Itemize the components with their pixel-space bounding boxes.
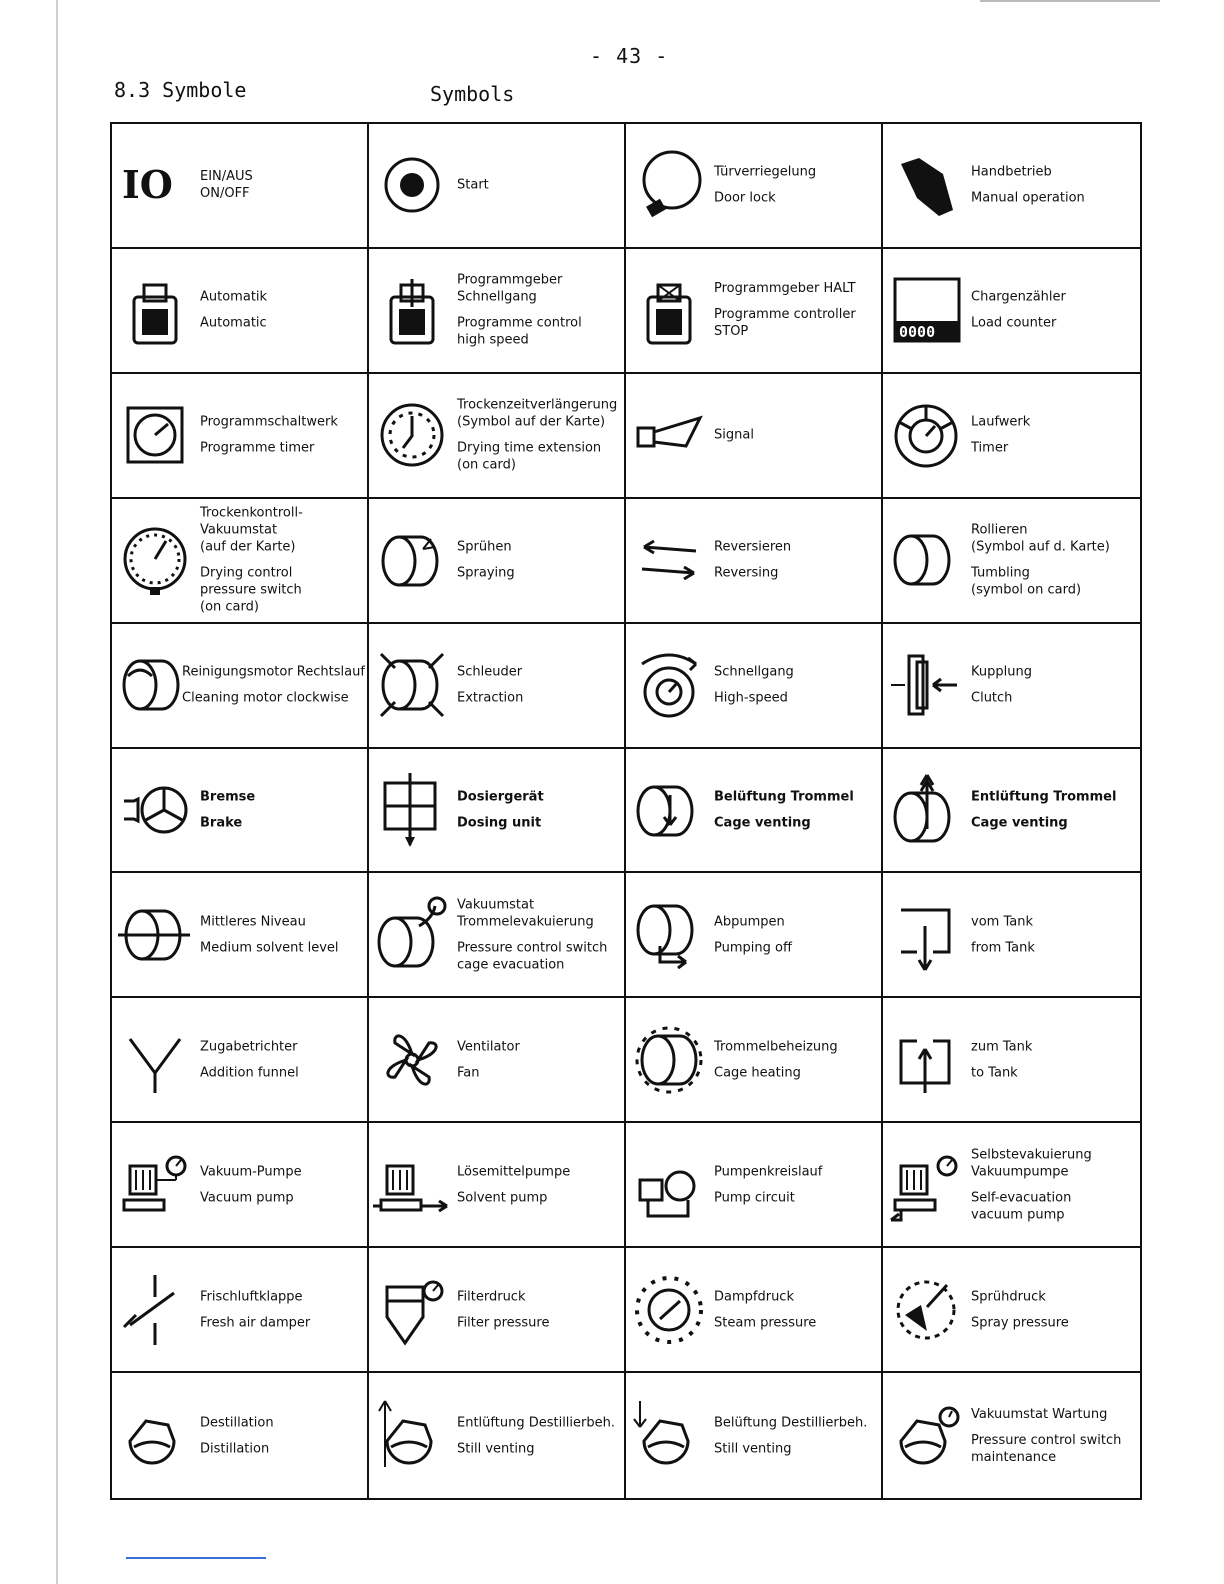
- label-german: Lösemittelpumpe: [457, 1164, 571, 1180]
- symbol-labels: [200, 289, 365, 332]
- label-english: Reversing: [714, 565, 779, 581]
- label-english: Solvent pump: [457, 1190, 548, 1206]
- symbol-labels: [714, 913, 879, 956]
- label-english: Timer: [971, 440, 1009, 456]
- programme-control-high-speed-icon: [373, 271, 451, 349]
- timer-icon: [887, 396, 965, 474]
- symbol-labels: [182, 664, 365, 707]
- label-german: vom Tank: [971, 914, 1033, 930]
- label-english: Pressure control switch maintenance: [971, 1432, 1122, 1465]
- symbol-cell: [626, 1373, 883, 1498]
- pump-circuit-icon: [630, 1146, 708, 1224]
- label-german: Ventilator: [457, 1039, 520, 1055]
- label-english: Fan: [457, 1065, 480, 1081]
- label-english: Filter pressure: [457, 1315, 550, 1331]
- symbol-cell: [883, 374, 1140, 499]
- fan-icon: [373, 1021, 451, 1099]
- symbol-labels: [714, 788, 879, 831]
- label-english: Programme controller STOP: [714, 307, 856, 340]
- symbol-labels: [200, 1163, 365, 1206]
- label-german: Selbstevakuierung Vakuumpumpe: [971, 1147, 1092, 1180]
- label-english: Pumping off: [714, 940, 792, 956]
- medium-solvent-level-icon: [116, 896, 194, 974]
- pressure-switch-maintenance-icon: [887, 1397, 965, 1475]
- label-german: Programmgeber HALT: [714, 281, 856, 297]
- label-german: Vakuumstat Wartung: [971, 1406, 1108, 1422]
- symbol-cell: [369, 624, 626, 749]
- label-english: Steam pressure: [714, 1315, 817, 1331]
- symbol-cell: [626, 873, 883, 998]
- label-german: EIN/AUS ON/OFF: [200, 169, 253, 202]
- label-german: Start: [457, 177, 489, 193]
- label-english: Cage venting: [714, 815, 811, 831]
- label-german: Handbetrieb: [971, 164, 1052, 180]
- symbol-cell: [369, 1373, 626, 1498]
- symbol-labels: [457, 664, 622, 707]
- cage-venting-out-icon: [887, 771, 965, 849]
- label-german: Belüftung Trommel: [714, 789, 854, 805]
- symbol-cell: [883, 624, 1140, 749]
- tumbling-drum-icon: [887, 521, 965, 599]
- symbol-cell: [883, 1248, 1140, 1373]
- label-english: Vacuum pump: [200, 1190, 294, 1206]
- label-english: Fresh air damper: [200, 1315, 311, 1331]
- symbol-labels: [457, 1414, 622, 1457]
- label-english: Spraying: [457, 565, 515, 581]
- spraying-icon: [373, 521, 451, 599]
- label-german: Vakuum-Pumpe: [200, 1164, 302, 1180]
- symbol-cell: [626, 998, 883, 1123]
- symbol-cell: [369, 1123, 626, 1248]
- signal-horn-icon: [630, 396, 708, 474]
- label-german: Entlüftung Destillierbeh.: [457, 1415, 615, 1431]
- symbol-cell: [626, 624, 883, 749]
- scan-edge-line: [56, 0, 58, 1584]
- label-german: Trockenkontroll- Vakuumstat (auf der Karte): [200, 505, 303, 555]
- cage-venting-in-icon: [630, 771, 708, 849]
- symbol-labels: [714, 1163, 879, 1206]
- symbol-labels: [457, 1038, 622, 1081]
- symbol-labels: [457, 272, 622, 349]
- symbol-labels: [971, 522, 1138, 599]
- label-german: Schnellgang: [714, 664, 794, 680]
- link-underline[interactable]: [126, 1557, 266, 1559]
- label-german: Abpumpen: [714, 914, 785, 930]
- label-english: Door lock: [714, 190, 776, 206]
- symbol-cell: [883, 1123, 1140, 1248]
- symbol-cell: [883, 499, 1140, 624]
- symbol-cell: [883, 749, 1140, 874]
- distillation-icon: [116, 1397, 194, 1475]
- pumping-off-icon: [630, 896, 708, 974]
- symbol-cell: [626, 124, 883, 249]
- vacuum-pump-icon: [116, 1146, 194, 1224]
- symbol-labels: [971, 1288, 1138, 1331]
- drying-control-pressure-switch-icon: [116, 521, 194, 599]
- label-english: Clutch: [971, 690, 1013, 706]
- symbol-labels: [714, 664, 879, 707]
- symbol-cell: [112, 374, 369, 499]
- symbol-labels: [200, 1288, 365, 1331]
- label-english: Self-evacuation vacuum pump: [971, 1190, 1072, 1223]
- symbol-cell: [112, 1248, 369, 1373]
- symbol-labels: [971, 788, 1138, 831]
- label-german: Sprühen: [457, 539, 512, 555]
- symbol-cell: [626, 374, 883, 499]
- symbol-labels: [971, 289, 1138, 332]
- label-english: Automatic: [200, 315, 267, 331]
- symbol-labels: [457, 397, 622, 474]
- symbol-cell: [883, 124, 1140, 249]
- symbol-cell: [112, 1123, 369, 1248]
- manual-operation-icon: [887, 146, 965, 224]
- steam-pressure-icon: [630, 1271, 708, 1349]
- symbol-cell: [112, 249, 369, 374]
- symbol-cell: [369, 998, 626, 1123]
- self-evacuation-pump-icon: [887, 1146, 965, 1224]
- symbol-cell: [883, 998, 1140, 1123]
- symbol-cell: [626, 1123, 883, 1248]
- label-english: Load counter: [971, 315, 1057, 331]
- door-lock-icon: [630, 146, 708, 224]
- label-german: Reinigungsmotor Rechtslauf: [182, 664, 365, 680]
- symbol-labels: [200, 168, 365, 202]
- symbol-cell: [112, 749, 369, 874]
- symbol-cell: [369, 1248, 626, 1373]
- label-english: Cage venting: [971, 815, 1068, 831]
- symbol-labels: [714, 1288, 879, 1331]
- counter-digits: 0000: [899, 323, 936, 342]
- scan-top-line: [980, 0, 1160, 2]
- label-german: Dosiergerät: [457, 789, 544, 805]
- programme-timer-icon: [116, 396, 194, 474]
- label-german: Signal: [714, 427, 754, 443]
- symbol-labels: [457, 896, 622, 973]
- label-german: Entlüftung Trommel: [971, 789, 1117, 805]
- label-german: Trockenzeitverlängerung (Symbol auf der Karte): [457, 397, 618, 430]
- page-number: - 43 -: [590, 44, 669, 68]
- reversing-icon: [630, 521, 708, 599]
- svg-text:IO: IO: [122, 162, 173, 208]
- label-german: Filterdruck: [457, 1289, 526, 1305]
- filter-pressure-icon: [373, 1271, 451, 1349]
- label-german: Sprühdruck: [971, 1289, 1046, 1305]
- label-english: Drying control pressure switch (on card): [200, 565, 302, 615]
- high-speed-icon: [630, 646, 708, 724]
- symbol-labels: [457, 177, 622, 194]
- label-english: Pressure control switch cage evacuation: [457, 940, 608, 973]
- label-english: Extraction: [457, 690, 524, 706]
- addition-funnel-icon: [116, 1021, 194, 1099]
- programme-controller-stop-icon: [630, 271, 708, 349]
- label-english: Medium solvent level: [200, 940, 339, 956]
- fresh-air-damper-icon: [116, 1271, 194, 1349]
- label-german: Mittleres Niveau: [200, 914, 306, 930]
- label-german: Bremse: [200, 789, 256, 805]
- label-german: Chargenzähler: [971, 289, 1066, 305]
- symbol-cell: [369, 499, 626, 624]
- symbol-labels: [971, 1406, 1138, 1466]
- label-english: Dosing unit: [457, 815, 542, 831]
- symbol-labels: [714, 1414, 879, 1457]
- dosing-unit-icon: [373, 771, 451, 849]
- to-tank-icon: [887, 1021, 965, 1099]
- symbol-labels: [200, 1414, 365, 1457]
- symbol-labels: [200, 913, 365, 956]
- symbol-cell: [369, 124, 626, 249]
- symbol-cell: [626, 1248, 883, 1373]
- drying-time-extension-icon: [373, 396, 451, 474]
- label-german: Schleuder: [457, 664, 523, 680]
- label-english: Addition funnel: [200, 1065, 299, 1081]
- label-english: Pump circuit: [714, 1190, 795, 1206]
- label-english: Cage heating: [714, 1065, 801, 1081]
- symbol-cell: [369, 249, 626, 374]
- label-german: Frischluftklappe: [200, 1289, 303, 1305]
- label-german: Kupplung: [971, 664, 1032, 680]
- from-tank-icon: [887, 896, 965, 974]
- spray-pressure-icon: [887, 1271, 965, 1349]
- symbol-labels: [971, 164, 1138, 207]
- label-german: Laufwerk: [971, 414, 1031, 430]
- symbol-labels: [714, 164, 879, 207]
- label-german: Pumpenkreislauf: [714, 1164, 823, 1180]
- start-icon: [373, 146, 451, 224]
- label-german: Programmgeber Schnellgang: [457, 272, 563, 305]
- symbol-labels: [714, 539, 879, 582]
- label-english: Programme timer: [200, 440, 315, 456]
- symbol-cell: [112, 499, 369, 624]
- label-german: Türverriegelung: [714, 164, 817, 180]
- label-german: Trommelbeheizung: [714, 1039, 838, 1055]
- symbol-labels: [714, 1038, 879, 1081]
- symbol-cell: [369, 873, 626, 998]
- symbol-cell: [883, 1373, 1140, 1498]
- symbol-labels: [971, 913, 1138, 956]
- section-heading-english: Symbols: [430, 82, 515, 106]
- extraction-icon: [373, 646, 451, 724]
- label-german: Programmschaltwerk: [200, 414, 338, 430]
- on-off-icon: [116, 146, 194, 224]
- label-english: Manual operation: [971, 190, 1085, 206]
- symbol-labels: [200, 414, 365, 457]
- label-german: Destillation: [200, 1415, 274, 1431]
- symbol-labels: [714, 280, 879, 340]
- symbol-cell: [883, 249, 1140, 374]
- symbol-labels: [200, 505, 365, 616]
- symbol-cell: [626, 249, 883, 374]
- label-english: Programme control high speed: [457, 315, 582, 348]
- symbol-cell: [112, 998, 369, 1123]
- symbol-cell: [112, 124, 369, 249]
- label-english: from Tank: [971, 940, 1035, 956]
- label-german: Reversieren: [714, 539, 792, 555]
- label-english: Brake: [200, 815, 243, 831]
- label-english: High-speed: [714, 690, 788, 706]
- symbol-cell: [369, 374, 626, 499]
- label-german: Automatik: [200, 289, 268, 305]
- symbol-labels: [971, 1038, 1138, 1081]
- label-english: Distillation: [200, 1441, 270, 1457]
- section-heading-german: 8.3 Symbole: [114, 78, 247, 102]
- symbol-labels: [457, 1288, 622, 1331]
- label-english: Still venting: [714, 1441, 792, 1457]
- symbol-labels: [971, 414, 1138, 457]
- symbol-labels: [200, 1038, 365, 1081]
- label-english: Tumbling (symbol on card): [971, 565, 1082, 598]
- label-english: to Tank: [971, 1065, 1018, 1081]
- solvent-pump-icon: [373, 1146, 451, 1224]
- symbol-labels: [971, 1146, 1138, 1223]
- symbol-labels: [457, 788, 622, 831]
- label-german: Dampfdruck: [714, 1289, 794, 1305]
- still-venting-in-icon: [630, 1397, 708, 1475]
- label-german: Belüftung Destillierbeh.: [714, 1415, 868, 1431]
- symbol-cell: [112, 1373, 369, 1498]
- symbol-labels: [457, 539, 622, 582]
- symbol-labels: [457, 1163, 622, 1206]
- brake-icon: [116, 771, 194, 849]
- symbol-labels: [971, 664, 1138, 707]
- symbol-labels: [200, 788, 365, 831]
- symbol-cell: [112, 873, 369, 998]
- label-english: Still venting: [457, 1441, 535, 1457]
- cage-heating-icon: [630, 1021, 708, 1099]
- cage-evacuation-switch-icon: [373, 896, 451, 974]
- automatic-icon: [116, 271, 194, 349]
- still-venting-out-icon: [373, 1397, 451, 1475]
- symbol-cell: [626, 749, 883, 874]
- symbol-cell: [112, 624, 369, 749]
- symbol-labels: [714, 427, 879, 444]
- label-german: Zugabetrichter: [200, 1039, 298, 1055]
- label-german: Rollieren (Symbol auf d. Karte): [971, 522, 1110, 555]
- load-counter-icon: [887, 271, 965, 349]
- label-english: Drying time extension (on card): [457, 440, 602, 473]
- label-english: Cleaning motor clockwise: [182, 690, 349, 706]
- symbol-cell: [626, 499, 883, 624]
- symbol-cell: [883, 873, 1140, 998]
- symbol-cell: [369, 749, 626, 874]
- label-german: Vakuumstat Trommelevakuierung: [457, 897, 594, 930]
- label-english: Spray pressure: [971, 1315, 1069, 1331]
- symbol-table: [110, 122, 1142, 1500]
- clutch-icon: [887, 646, 965, 724]
- label-german: zum Tank: [971, 1039, 1033, 1055]
